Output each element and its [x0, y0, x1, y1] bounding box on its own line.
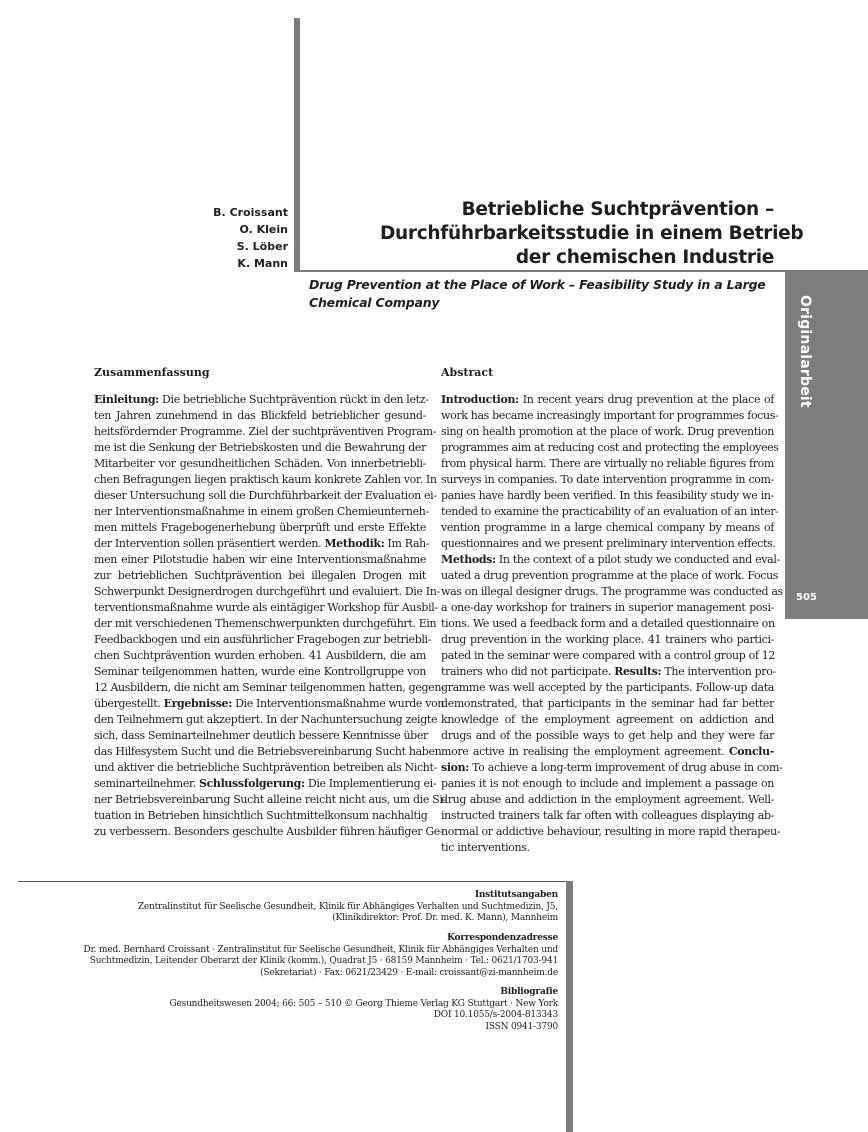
abstract-text: [441, 392, 783, 856]
author-name: O. Klein: [239, 223, 288, 236]
text-line: pated in the seminar were compared with a control group of 12: [441, 649, 776, 662]
text-line: drug abuse and addiction in the employment agreement. Well-: [441, 793, 774, 806]
text-line: demonstrated, that participants in the seminar had far better: [441, 697, 774, 710]
info-line: Gesundheitswesen 2004; 66: 505 – 510 © Georg Thieme Verlag KG Stuttgart · New York: [169, 998, 558, 1009]
text-line: heitsfördernder Programme. Ziel der suchtpräventiven Program-: [94, 425, 437, 438]
author-name: S. Löber: [236, 240, 288, 253]
text-line: vention programme in a large chemical company by means of: [441, 521, 774, 534]
zusammenfassung-text: [94, 392, 446, 840]
title-line: der chemischen Industrie: [515, 247, 774, 268]
author-list: [150, 204, 288, 272]
text-line: dieser Untersuchung soll die Durchführbarkeit der Evaluation ei-: [94, 489, 437, 502]
footer-vertical-bar: [566, 881, 573, 1132]
text-line: chen Suchtprävention wurden erhoben. 41 Ausbildern, die am: [94, 649, 426, 662]
info-line: Dr. med. Bernhard Croissant · Zentralinstitut für Seelische Gesundheit, Klinik für Abhängiges Verhalten und: [83, 944, 558, 955]
text-line: drug prevention in the working place. 41 trainers who partici-: [441, 633, 774, 646]
text-line: das Hilfesystem Sucht und die Betriebsvereinbarung Sucht haben: [94, 745, 442, 758]
text-line: uated a drug prevention programme at the place of work. Focus: [441, 569, 779, 582]
text-line: men einer Pilotstudie haben wir eine Interventionsmaßnahme: [94, 553, 426, 566]
text-line: seminarteilnehmer. Schlussfolgerung: Die Implementierung ei-: [94, 777, 437, 790]
info-line: Suchtmedizin, Leitender Oberarzt der Klinik (komm.), Quadrat J5 · 68159 Mannheim · Tel.: 0621/1703-941: [89, 956, 558, 966]
text-line: me ist die Senkung der Betriebskosten und die Bewahrung der: [94, 441, 426, 454]
institutsangaben-block: [60, 890, 558, 925]
text-line: Feedbackbogen und ein ausführlicher Fragebogen zur betriebli-: [94, 633, 432, 646]
title-rule: [294, 270, 868, 272]
text-line: terventionsmaßnahme wurde als eintägiger Workshop für Ausbil-: [94, 601, 438, 614]
text-line: Schwerpunkt Designerdrogen durchgeführt und evaluiert. Die In-: [94, 585, 440, 598]
title-line: Betriebliche Suchtprävention –: [461, 199, 774, 220]
institutsangaben-heading: Institutsangaben: [474, 890, 558, 900]
text-line: questionnaires and we present preliminary intervention effects.: [441, 537, 776, 550]
text-line: a one-day workshop for trainers in superior management posi-: [441, 601, 774, 614]
korrespondenz-block: [60, 933, 558, 979]
text-line: tions. We used a feedback form and a detailed questionnaire on: [441, 617, 775, 630]
text-line: chen Befragungen liegen praktisch kaum konkrete Zahlen vor. In: [94, 473, 437, 486]
info-line: (Sekretariat) · Fax: 0621/23429 · E-mail: croissant@zi-mannheim.de: [260, 967, 558, 978]
info-line: (Klinikdirektor: Prof. Dr. med. K. Mann), Mannheim: [332, 913, 558, 923]
author-name: B. Croissant: [213, 206, 288, 219]
text-line: der Intervention sollen präsentiert werden. Methodik: Im Rah-: [94, 537, 430, 550]
text-line: work has became increasingly important for programmes focus-: [441, 409, 779, 422]
author-name: K. Mann: [237, 257, 288, 270]
text-line: zur betrieblichen Suchtprävention bei illegalen Drogen mit: [94, 569, 426, 582]
text-line: Introduction: In recent years drug prevention at the place of: [441, 393, 774, 406]
english-title: [309, 276, 779, 312]
footer-rule: [18, 881, 566, 882]
info-line: Zentralinstitut für Seelische Gesundheit, Klinik für Abhängiges Verhalten und Suchtmedizin, J5,: [137, 901, 558, 912]
text-line: den Teilnehmern gut akzeptiert. In der Nachuntersuchung zeigte: [94, 713, 438, 726]
text-line: ner Betriebsvereinbarung Sucht alleine reicht nicht aus, um die Si-: [94, 793, 446, 806]
text-line: drugs and of the possible ways to get help and they were far: [441, 729, 774, 742]
abstract-heading: Abstract: [441, 366, 494, 379]
text-line: knowledge of the employment agreement on addiction and: [441, 713, 774, 726]
text-line: normal or addictive behaviour, resulting in more rapid therapeu-: [441, 825, 781, 838]
text-line: men mittels Fragebogenerhebung überprüft und erste Effekte: [94, 521, 426, 534]
text-line: Seminar teilgenommen hatten, wurde eine Kontrollgruppe von: [94, 665, 426, 678]
article-title: [380, 198, 804, 270]
text-line: instructed trainers talk far often with colleagues displaying ab-: [441, 809, 774, 822]
korrespondenz-heading: Korrespondenzadresse: [447, 933, 558, 943]
bibliografie-heading: Bibliografie: [500, 987, 558, 997]
text-line: Methods: In the context of a pilot study we conducted and eval-: [441, 553, 780, 566]
text-line: übergestellt. Ergebnisse: Die Interventionsmaßnahme wurde von: [94, 697, 445, 710]
text-line: Mitarbeiter vor gesundheitlichen Schäden. Von innerbetriebli-: [94, 457, 426, 470]
text-line: zu verbessern. Besonders geschulte Ausbilder führen häufiger Ge-: [94, 825, 444, 838]
page-number: 505: [796, 592, 817, 603]
text-line: ner Interventionsmaßnahme in einem großen Chemieunterneh-: [94, 505, 429, 518]
text-line: der mit verschiedenen Themenschwerpunkten durchgeführt. Ein: [94, 617, 437, 630]
text-line: sing on health promotion at the place of work. Drug prevention: [441, 425, 774, 438]
text-line: gramme was well accepted by the participants. Follow-up data: [441, 681, 774, 694]
text-line: was on illegal designer drugs. The programme was conducted as: [441, 585, 783, 598]
zusammenfassung-heading: Zusammenfassung: [94, 366, 210, 379]
text-line: sich, dass Seminarteilnehmer deutlich bessere Kenntnisse über: [94, 729, 428, 742]
text-line: from physical harm. There are virtually no reliable figures from: [441, 457, 775, 470]
text-line: ten Jahren zunehmend in das Blickfeld betrieblicher gesund-: [94, 409, 426, 422]
text-line: und aktiver die betriebliche Suchtprävention betreiben als Nicht-: [94, 761, 437, 774]
text-line: sion: To achieve a long-term improvement of drug abuse in com-: [441, 761, 783, 774]
subtitle-line: Drug Prevention at the Place of Work – Feasibility Study in a Large: [309, 277, 766, 292]
text-line: tic interventions.: [441, 841, 530, 854]
text-line: Einleitung: Die betriebliche Suchtprävention rückt in den letz-: [94, 393, 429, 406]
bibliografie-block: [60, 987, 558, 1033]
info-line: ISSN 0941-3790: [485, 1021, 558, 1032]
text-line: panies have hardly been verified. In this feasibility study we in-: [441, 489, 774, 502]
text-line: programmes aim at reducing cost and protecting the employees: [441, 441, 779, 454]
text-line: tuation in Betrieben hinsichtlich Suchtmittelkonsum nachhaltig: [94, 809, 428, 822]
title-line: Durchführbarkeitsstudie in einem Betrieb: [380, 223, 804, 244]
text-line: panies it is not enough to include and implement a passage on: [441, 777, 774, 790]
text-line: surveys in companies. To date intervention programme in com-: [441, 473, 774, 486]
text-line: more active in realising the employment agreement. Conclu-: [441, 745, 774, 758]
text-line: tended to examine the practicability of an evaluation of an inter-: [441, 505, 779, 518]
info-line: DOI 10.1055/s-2004-813343: [433, 1010, 558, 1020]
subtitle-line: Chemical Company: [309, 295, 440, 310]
title-vertical-bar: [294, 18, 300, 272]
section-label: Originalarbeit: [797, 295, 813, 408]
text-line: 12 Ausbildern, die nicht am Seminar teilgenommen hatten, gegen-: [94, 681, 445, 694]
text-line: trainers who did not participate. Results: The intervention pro-: [441, 665, 776, 678]
